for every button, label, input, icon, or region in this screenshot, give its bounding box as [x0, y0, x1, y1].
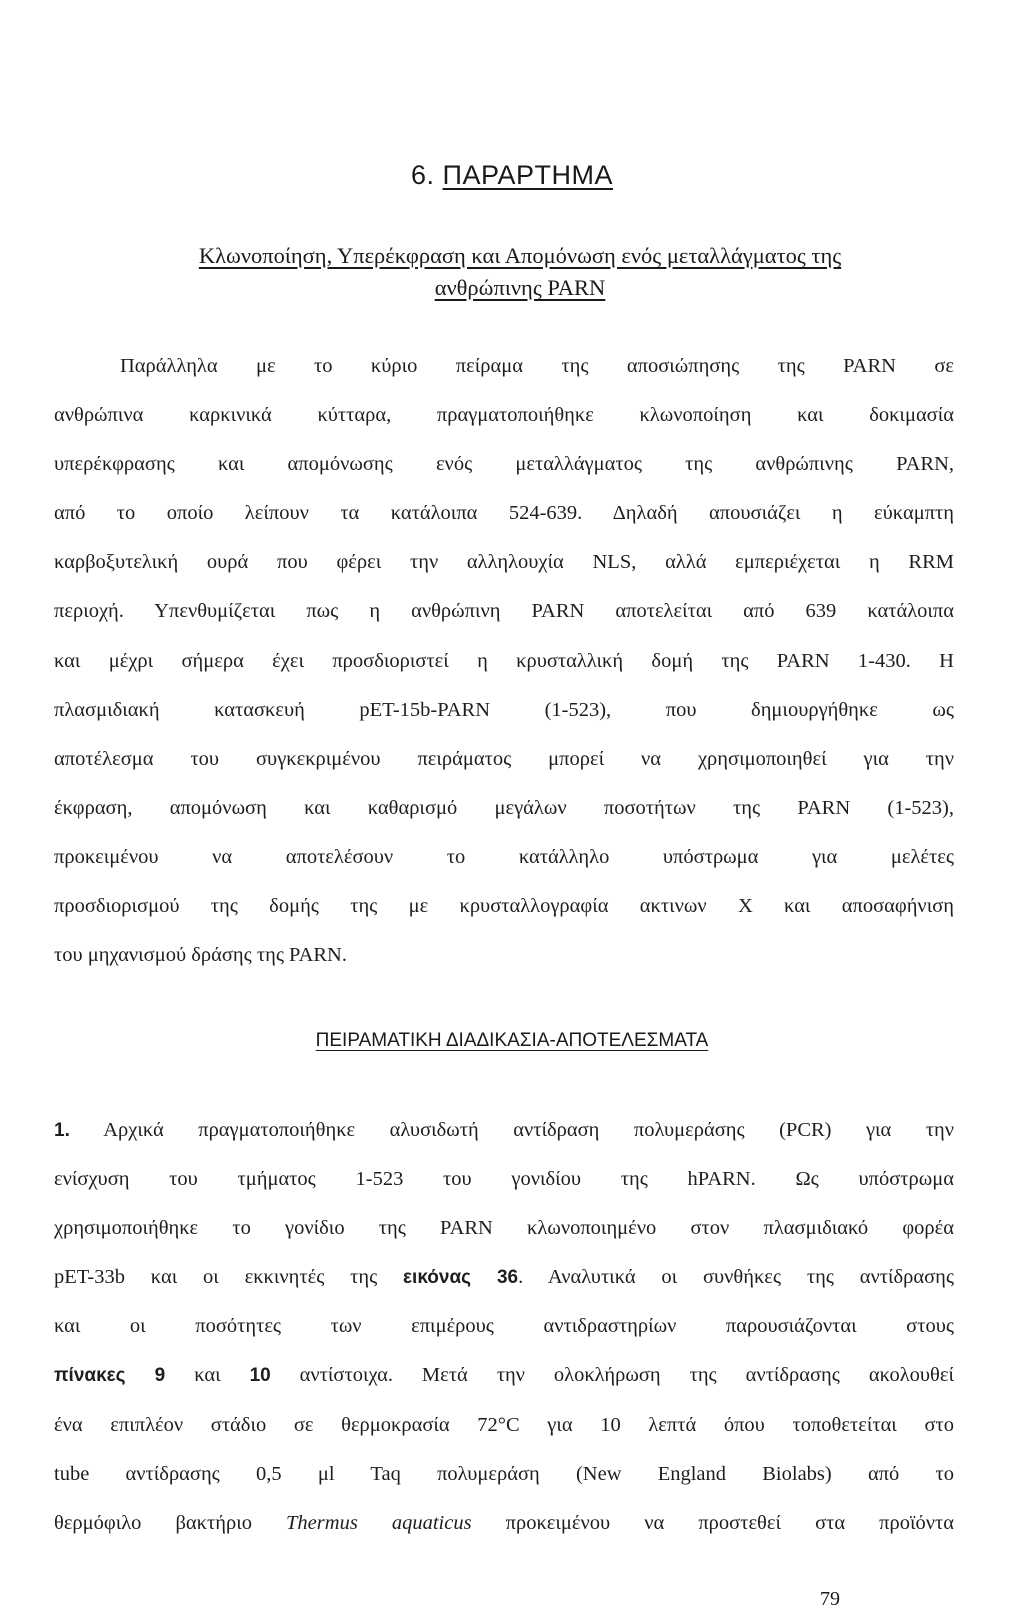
section-title-line-1: Κλωνοποίηση, Υπερέκφραση και Απομόνωση ενός μεταλλάγματος της — [198, 243, 842, 268]
paragraph-line — [54, 1351, 954, 1400]
paragraph-line: Παράλληλα με το κύριο πείραμα της αποσιώπησης της PARN σε — [120, 355, 954, 377]
figure-reference: εικόνας 36 — [403, 1267, 519, 1289]
paragraph-line: tube αντίδρασης 0,5 μl Taq πολυμεράση (New England Biolabs) από το — [54, 1462, 954, 1485]
chapter-heading — [0, 160, 1024, 191]
paragraph-line: χρησιμοποιήθηκε το γονίδιο της PARN κλωνοποιημένο στον πλασμιδιακό φορέα — [54, 1217, 954, 1240]
paragraph-line: υπερέκφρασης και απομόνωσης ενός μεταλλάγματος της ανθρώπινης PARN, — [54, 453, 954, 476]
line-text: θερμόφιλο βακτήριο — [54, 1511, 287, 1534]
table-reference: 10 — [249, 1365, 271, 1387]
paragraph-line: ανθρώπινα καρκινικά κύτταρα, πραγματοποιήθηκε κλωνοποίηση και δοκιμασία — [54, 404, 954, 427]
table-reference: πίνακες 9 — [54, 1365, 166, 1387]
line-text: αντίστοιχα. Μετά την ολοκλήρωση της αντίδρασης ακολουθεί — [270, 1364, 954, 1387]
paragraph-line: ενίσχυση του τμήματος 1-523 του γονιδίου της hPARN. Ως υπόστρωμα — [54, 1168, 954, 1191]
paragraph-line: έκφραση, απομόνωση και καθαρισμό μεγάλων ποσοτήτων της PARN (1-523), — [54, 796, 954, 819]
paragraph-line: περιοχή. Υπενθυμίζεται πως η ανθρώπινη PARN αποτελείται από 639 κατάλοιπα — [54, 600, 954, 623]
paragraph-line — [54, 1253, 954, 1302]
paragraph-line: προσδιορισμού της δομής της με κρυσταλλογραφία ακτινων Χ και αποσαφήνιση — [54, 895, 954, 918]
line-text: προκειμένου να προστεθεί στα προϊόντα — [471, 1511, 955, 1534]
paragraph-line: καρβοξυτελική ουρά που φέρει την αλληλουχία NLS, αλλά εμπεριέχεται η RRM — [54, 551, 954, 574]
line-text: . Αναλυτικά οι συνθήκες της αντίδρασης — [518, 1266, 955, 1289]
step-number: 1. — [54, 1120, 70, 1141]
chapter-title: ΠΑΡΑΡΤΗΜΑ — [442, 160, 614, 190]
paragraph-line: πλασμιδιακή κατασκευή pET-15b-PARN (1-523), που δημιουργήθηκε ως — [54, 698, 954, 721]
section-heading — [70, 240, 970, 304]
paragraph-line: και οι ποσότητες των επιμέρους αντιδραστηρίων παρουσιάζονται στους — [54, 1315, 954, 1338]
paragraph-procedure — [54, 1106, 954, 1548]
chapter-number: 6. — [410, 160, 435, 190]
paragraph-line: ένα επιπλέον στάδιο σε θερμοκρασία 72°C για 10 λεπτά όπου τοποθετείται στο — [54, 1413, 954, 1436]
paragraph-line: αποτέλεσμα του συγκεκριμένου πειράματος μπορεί να χρησιμοποιηθεί για την — [54, 747, 954, 770]
subsection-heading — [0, 1030, 1024, 1052]
paragraph-line: και μέχρι σήμερα έχει προσδιοριστεί η κρυσταλλική δομή της PARN 1-430. Η — [54, 649, 954, 672]
subsection-title: ΠΕΙΡΑΜΑΤΙΚΗ ΔΙΑΔΙΚΑΣΙΑ-ΑΠΟΤΕΛΕΣΜΑΤΑ — [315, 1030, 709, 1051]
paragraph-line: από το οποίο λείπουν τα κατάλοιπα 524-639. Δηλαδή απουσιάζει η εύκαμπτη — [54, 502, 954, 525]
paragraph-intro — [54, 342, 954, 980]
section-title-line-2: ανθρώπινης PARN — [434, 275, 606, 300]
species-name: Thermus aquaticus — [286, 1511, 472, 1534]
line-text: Αρχικά πραγματοποιήθηκε αλυσιδωτή αντίδραση πολυμεράσης (PCR) για την — [69, 1119, 954, 1141]
line-text: και — [165, 1364, 250, 1387]
paragraph-line — [54, 1106, 954, 1155]
paragraph-line: προκειμένου να αποτελέσουν το κατάλληλο υπόστρωμα για μελέτες — [54, 845, 954, 868]
page-number: 79 — [820, 1588, 840, 1610]
paragraph-line: του μηχανισμού δράσης της PARN. — [54, 944, 347, 967]
paragraph-line — [54, 1499, 954, 1548]
line-text: pET-33b και οι εκκινητές της — [54, 1266, 404, 1289]
